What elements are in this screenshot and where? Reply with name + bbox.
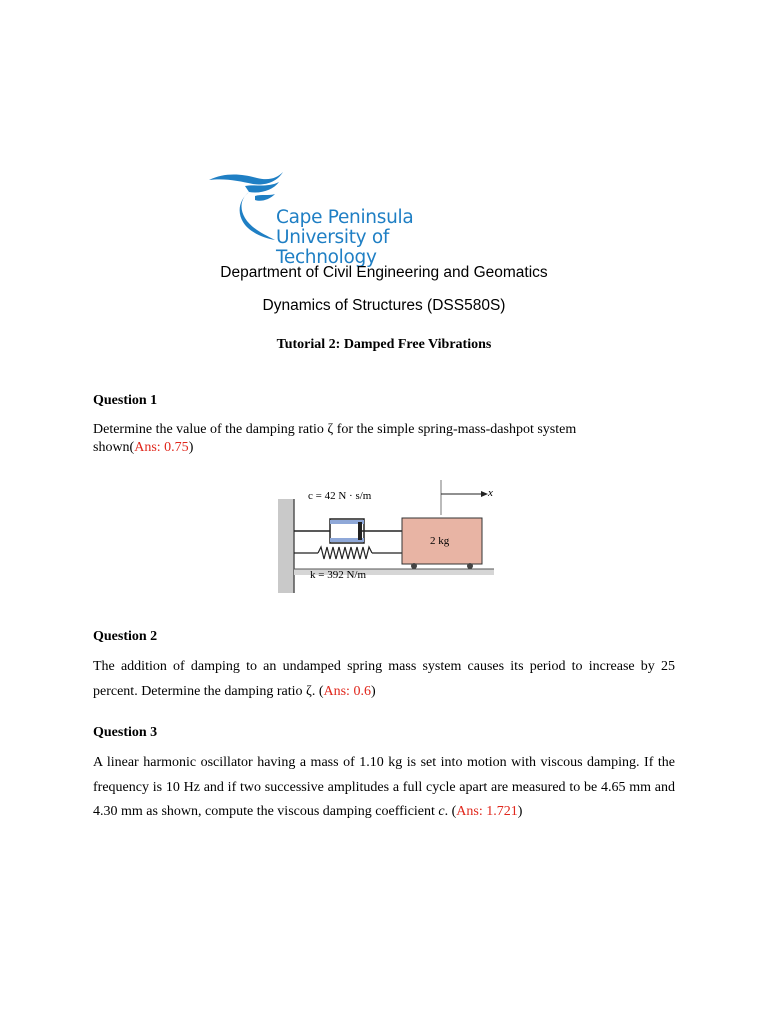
- wave-emblem-icon: [205, 168, 285, 248]
- tutorial-title: Tutorial 2: Damped Free Vibrations: [276, 337, 492, 352]
- question-1-text: [93, 421, 675, 457]
- question-1-close: ): [188, 440, 194, 455]
- question-3-heading: Question 3: [93, 725, 158, 740]
- question-3-close: ): [517, 804, 523, 819]
- displacement-label: x: [488, 487, 493, 499]
- mass-label: 2 kg: [430, 535, 450, 547]
- question-1-answer: Ans: 0.75: [134, 440, 189, 455]
- damping-coefficient-label: c = 42 N · s/m: [308, 490, 372, 502]
- logo-line-2: University of Technology: [276, 227, 390, 268]
- course-title: Dynamics of Structures (DSS580S): [262, 297, 506, 314]
- department-title: Department of Civil Engineering and Geomatics: [220, 264, 548, 281]
- question-3-text: [93, 751, 675, 825]
- question-3-answer: Ans: 1.721: [456, 804, 518, 819]
- question-2-body: The addition of damping to an undamped spring mass system causes its period to increase by 25 percent. Determine the damping ratio ζ. (: [93, 659, 675, 699]
- question-1-line-1: Determine the value of the damping ratio ζ for the simple spring-mass-dashpot system: [93, 422, 577, 437]
- question-3-mid: . (: [444, 804, 457, 819]
- question-2-answer: Ans: 0.6: [323, 683, 371, 699]
- spring-constant-label: k = 392 N/m: [310, 569, 367, 581]
- question-3-c-symbol: c: [438, 804, 445, 819]
- question-2-text: [93, 655, 675, 704]
- logo-line-1: Cape Peninsula: [276, 207, 414, 228]
- spring-mass-dashpot-diagram: [276, 475, 498, 595]
- question-3-body: A linear harmonic oscillator having a mass of 1.10 kg is set into motion with viscous damping. If the frequency is 10 Hz and if two successive amplitudes a full cycle apart are measured to be 4.65 mm and 4.30 mm as shown, compute the viscous damping coefficient: [93, 755, 675, 819]
- question-1-line-2: shown(: [93, 440, 135, 455]
- question-2-close: ): [370, 683, 376, 699]
- question-1-heading: Question 1: [93, 393, 158, 408]
- question-2-heading: Question 2: [93, 629, 158, 644]
- university-logo: [205, 168, 495, 268]
